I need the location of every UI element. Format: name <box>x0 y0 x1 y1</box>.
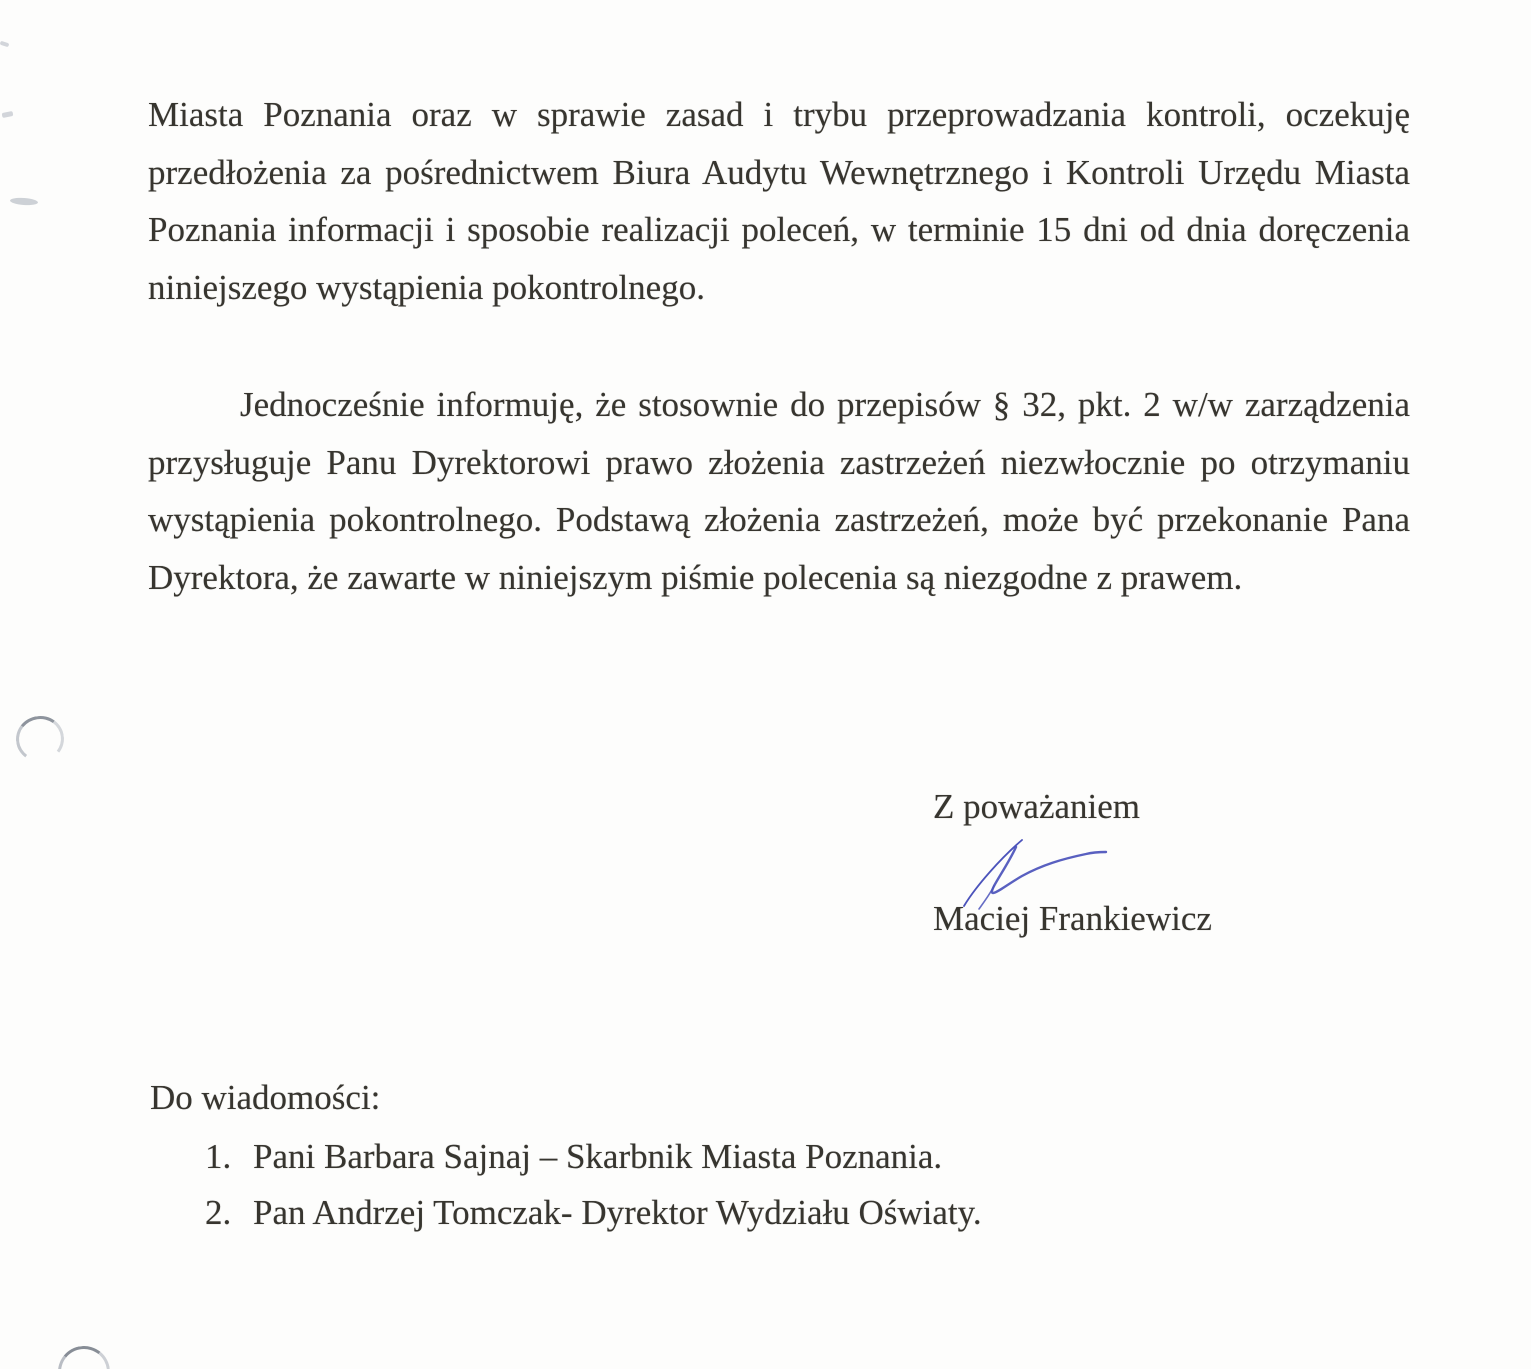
text-line: Jednocześnie informuję, że stosownie do przepisów § 32, pkt. 2 w/w zarządzenia <box>240 385 1410 424</box>
cc-heading: Do wiadomości: <box>150 1078 381 1117</box>
cc-list-item <box>205 1136 942 1178</box>
text-line: przedłożenia za pośrednictwem Biura Audytu Wewnętrznego i Kontroli Urzędu Miasta <box>148 152 1410 192</box>
signature-stroke <box>992 847 1106 893</box>
punch-hole-arc <box>55 1343 112 1369</box>
signer-name: Maciej Frankiewicz <box>933 899 1212 938</box>
body-paragraph-1 <box>148 86 1410 316</box>
cc-item-text: Pani Barbara Sajnaj – Skarbnik Miasta Poznania. <box>253 1137 943 1176</box>
body-paragraph-2 <box>148 376 1410 606</box>
scan-speck <box>2 111 14 118</box>
scan-speck <box>0 41 9 48</box>
cc-list-item <box>205 1192 982 1234</box>
cc-item-number: 2. <box>205 1193 232 1232</box>
scan-speck <box>10 197 38 206</box>
cc-item-text: Pan Andrzej Tomczak- Dyrektor Wydziału Oświaty. <box>253 1193 982 1232</box>
text-line: wystąpienia pokontrolnego. Podstawą złożenia zastrzeżeń, może być przekonanie Pana <box>148 500 1410 540</box>
text-line: Miasta Poznania oraz w sprawie zasad i trybu przeprowadzania kontroli, oczekuję <box>148 95 1410 134</box>
closing-salutation: Z poważaniem <box>933 787 1140 826</box>
cc-item-number: 1. <box>205 1137 232 1176</box>
text-line: niniejszego wystąpienia pokontrolnego. <box>148 267 705 307</box>
text-line: Poznania informacji i sposobie realizacji poleceń, w terminie 15 dni od dnia doręczenia <box>148 210 1410 250</box>
text-line: przysługuje Panu Dyrektorowi prawo złożenia zastrzeżeń niezwłocznie po otrzymaniu <box>148 442 1410 482</box>
text-line: Dyrektora, że zawarte w niniejszym piśmie polecenia są niezgodne z prawem. <box>148 557 1243 597</box>
punch-hole-arc <box>13 713 67 765</box>
